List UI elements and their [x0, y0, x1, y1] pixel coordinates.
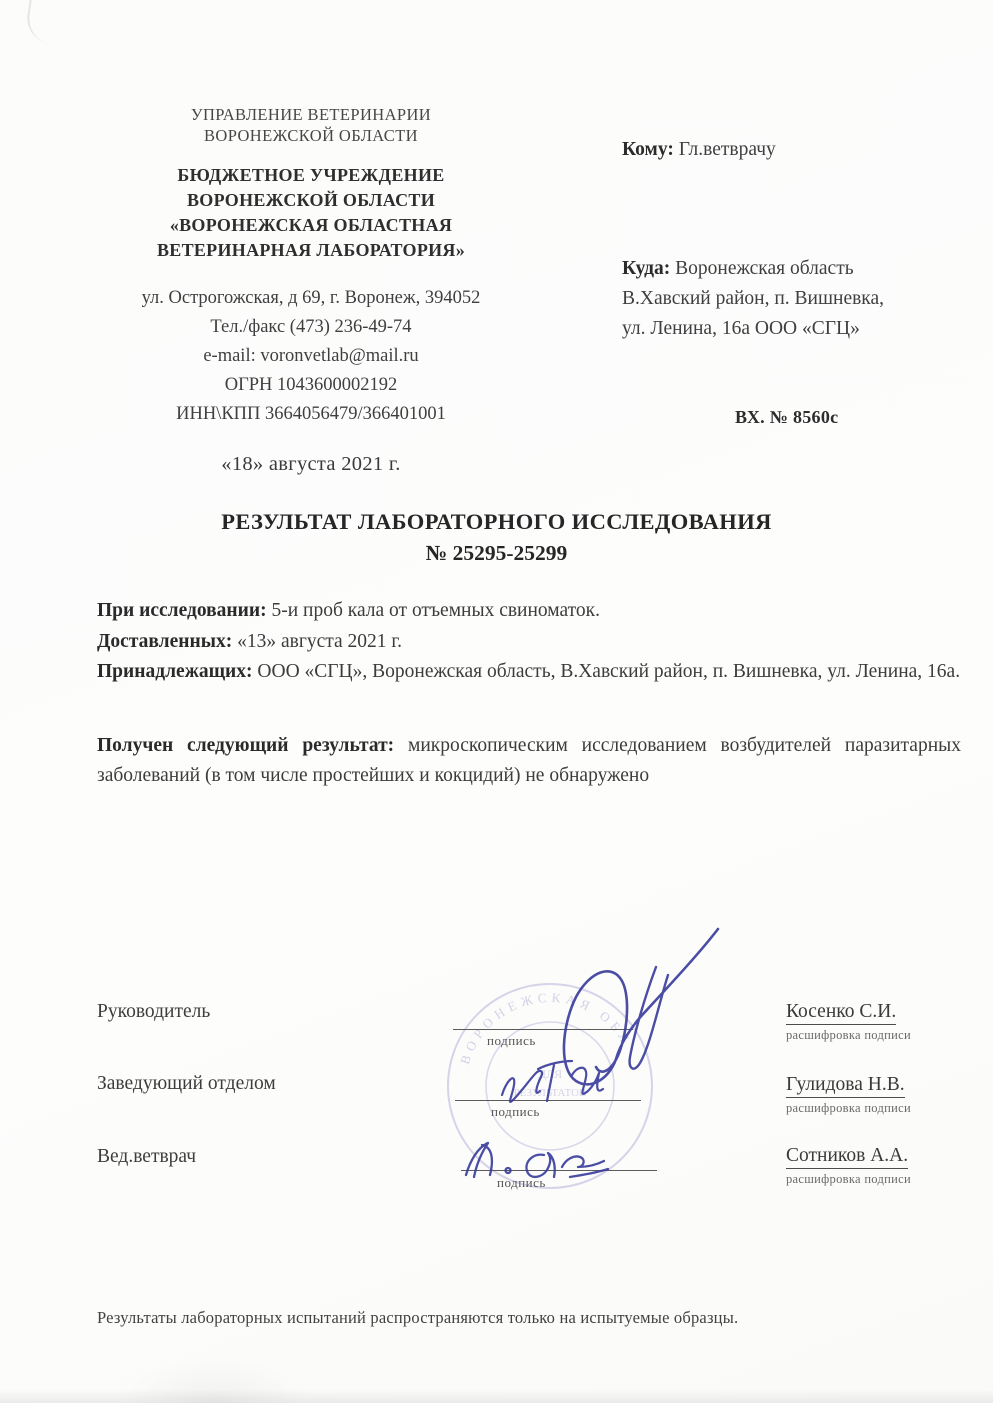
where-value-line: ул. Ленина, 16а ООО «СГЦ»	[622, 318, 860, 339]
authority-line: УПРАВЛЕНИЕ ВЕТЕРИНАРИИ	[190, 105, 432, 124]
research-value: 5-и проб кала от отъемных свиноматок.	[271, 600, 601, 621]
incoming-registration-number: ВХ. № 8560с	[735, 407, 839, 427]
where-label: Куда:	[622, 258, 671, 279]
phone-fax: Тел./факс (473) 236-49-74	[210, 317, 412, 337]
where-value-line: В.Хавский район, п. Вишневка,	[622, 288, 885, 309]
belonging-label: Принадлежащих:	[97, 661, 253, 682]
signatory-name-text: Косенко С.И.	[786, 1001, 896, 1025]
signatory-position-1: Руководитель	[97, 1001, 211, 1022]
research-label: При исследовании:	[97, 600, 267, 621]
email: e-mail: voronvetlab@mail.ru	[203, 346, 419, 366]
organization-name	[88, 163, 534, 263]
authority-name	[88, 104, 534, 146]
research-paragraph	[97, 596, 961, 627]
result-label: Получен следующий результат:	[97, 734, 395, 756]
recipient-block	[622, 139, 957, 344]
signatory-position-2: Заведующий отделом	[97, 1073, 276, 1094]
signature-caption-2: подпись	[491, 1104, 540, 1119]
signature-ink-director-loop	[630, 967, 668, 1069]
delivered-value: «13» августа 2021 г.	[237, 630, 403, 652]
signatory-name-3	[786, 1145, 911, 1187]
recipient-where	[622, 254, 957, 344]
decode-caption: расшифровка подписи	[786, 1028, 911, 1042]
stamp-center-text-2: РЕЗУЛЬТАТОВ	[513, 1087, 587, 1099]
result-value: микроскопическим исследованием возбудителей паразитарных заболеваний (в том числе простейших и кокцидий) не обнаружено	[97, 734, 962, 786]
organization-line: БЮДЖЕТНОЕ УЧРЕЖДЕНИЕ	[177, 165, 445, 185]
stamp-ring-text: ВОРОНЕЖСКАЯ ОБЛ	[457, 989, 636, 1067]
contact-block	[88, 284, 534, 429]
title-line-1: РЕЗУЛЬТАТ ЛАБОРАТОРНОГО ИССЛЕДОВАНИЯ	[221, 509, 772, 534]
street-address: ул. Острогожская, д 69, г. Воронеж, 394052	[141, 288, 481, 308]
authority-line: ВОРОНЕЖСКОЙ ОБЛАСТИ	[203, 126, 418, 145]
signature-ink-head-of-dept	[502, 1061, 603, 1102]
document-title	[0, 509, 993, 566]
signatory-name-text: Сотников А.А.	[786, 1145, 908, 1169]
handwritten-signatures	[420, 915, 770, 1205]
title-line-2: № 25295-25299	[425, 541, 568, 565]
letterhead	[88, 104, 534, 476]
decode-caption: расшифровка подписи	[786, 1172, 911, 1186]
stamp-center-text-1: ДЛЯ	[537, 1067, 563, 1081]
belonging-paragraph	[97, 657, 961, 688]
recipient-to	[622, 139, 957, 161]
organization-line: ВОРОНЕЖСКОЙ ОБЛАСТИ	[186, 190, 436, 210]
signatory-name-2	[786, 1074, 911, 1116]
document-body	[97, 596, 961, 792]
scan-artifact-top-left	[24, 0, 58, 44]
delivered-paragraph	[97, 627, 961, 658]
document-date: «18» августа 2021 г.	[221, 453, 401, 475]
to-value: Гл.ветврачу	[678, 139, 776, 160]
signature-caption-3: подпись	[497, 1175, 546, 1190]
signature-caption-1: подпись	[487, 1033, 536, 1048]
result-paragraph	[97, 731, 961, 792]
organization-line: ВЕТЕРИНАРНАЯ ЛАБОРАТОРИЯ»	[156, 240, 466, 260]
where-value-line: Воронежская область	[675, 258, 854, 279]
ogrn: ОГРН 1043600002192	[224, 375, 398, 395]
inn-kpp: ИНН\КПП 3664056479/366401001	[176, 404, 446, 424]
signatory-name-text: Гулидова Н.В.	[786, 1074, 905, 1098]
footer-disclaimer: Результаты лабораторных испытаний распространяются только на испытуемые образцы.	[97, 1308, 739, 1327]
where-line	[622, 254, 957, 284]
delivered-label: Доставленных:	[97, 630, 233, 652]
belonging-value: ООО «СГЦ», Воронежская область, В.Хавский район, п. Вишневка, ул. Ленина, 16а.	[257, 661, 961, 682]
organization-line: «ВОРОНЕЖСКАЯ ОБЛАСТНАЯ	[169, 215, 453, 235]
scan-edge-shadow	[0, 1389, 993, 1403]
signature-ink-lead-vet	[466, 1143, 608, 1177]
decode-caption: расшифровка подписи	[786, 1101, 911, 1115]
signatory-position-3: Вед.ветврач	[97, 1146, 197, 1167]
to-label: Кому:	[622, 139, 674, 160]
signatory-name-1	[786, 1001, 911, 1043]
